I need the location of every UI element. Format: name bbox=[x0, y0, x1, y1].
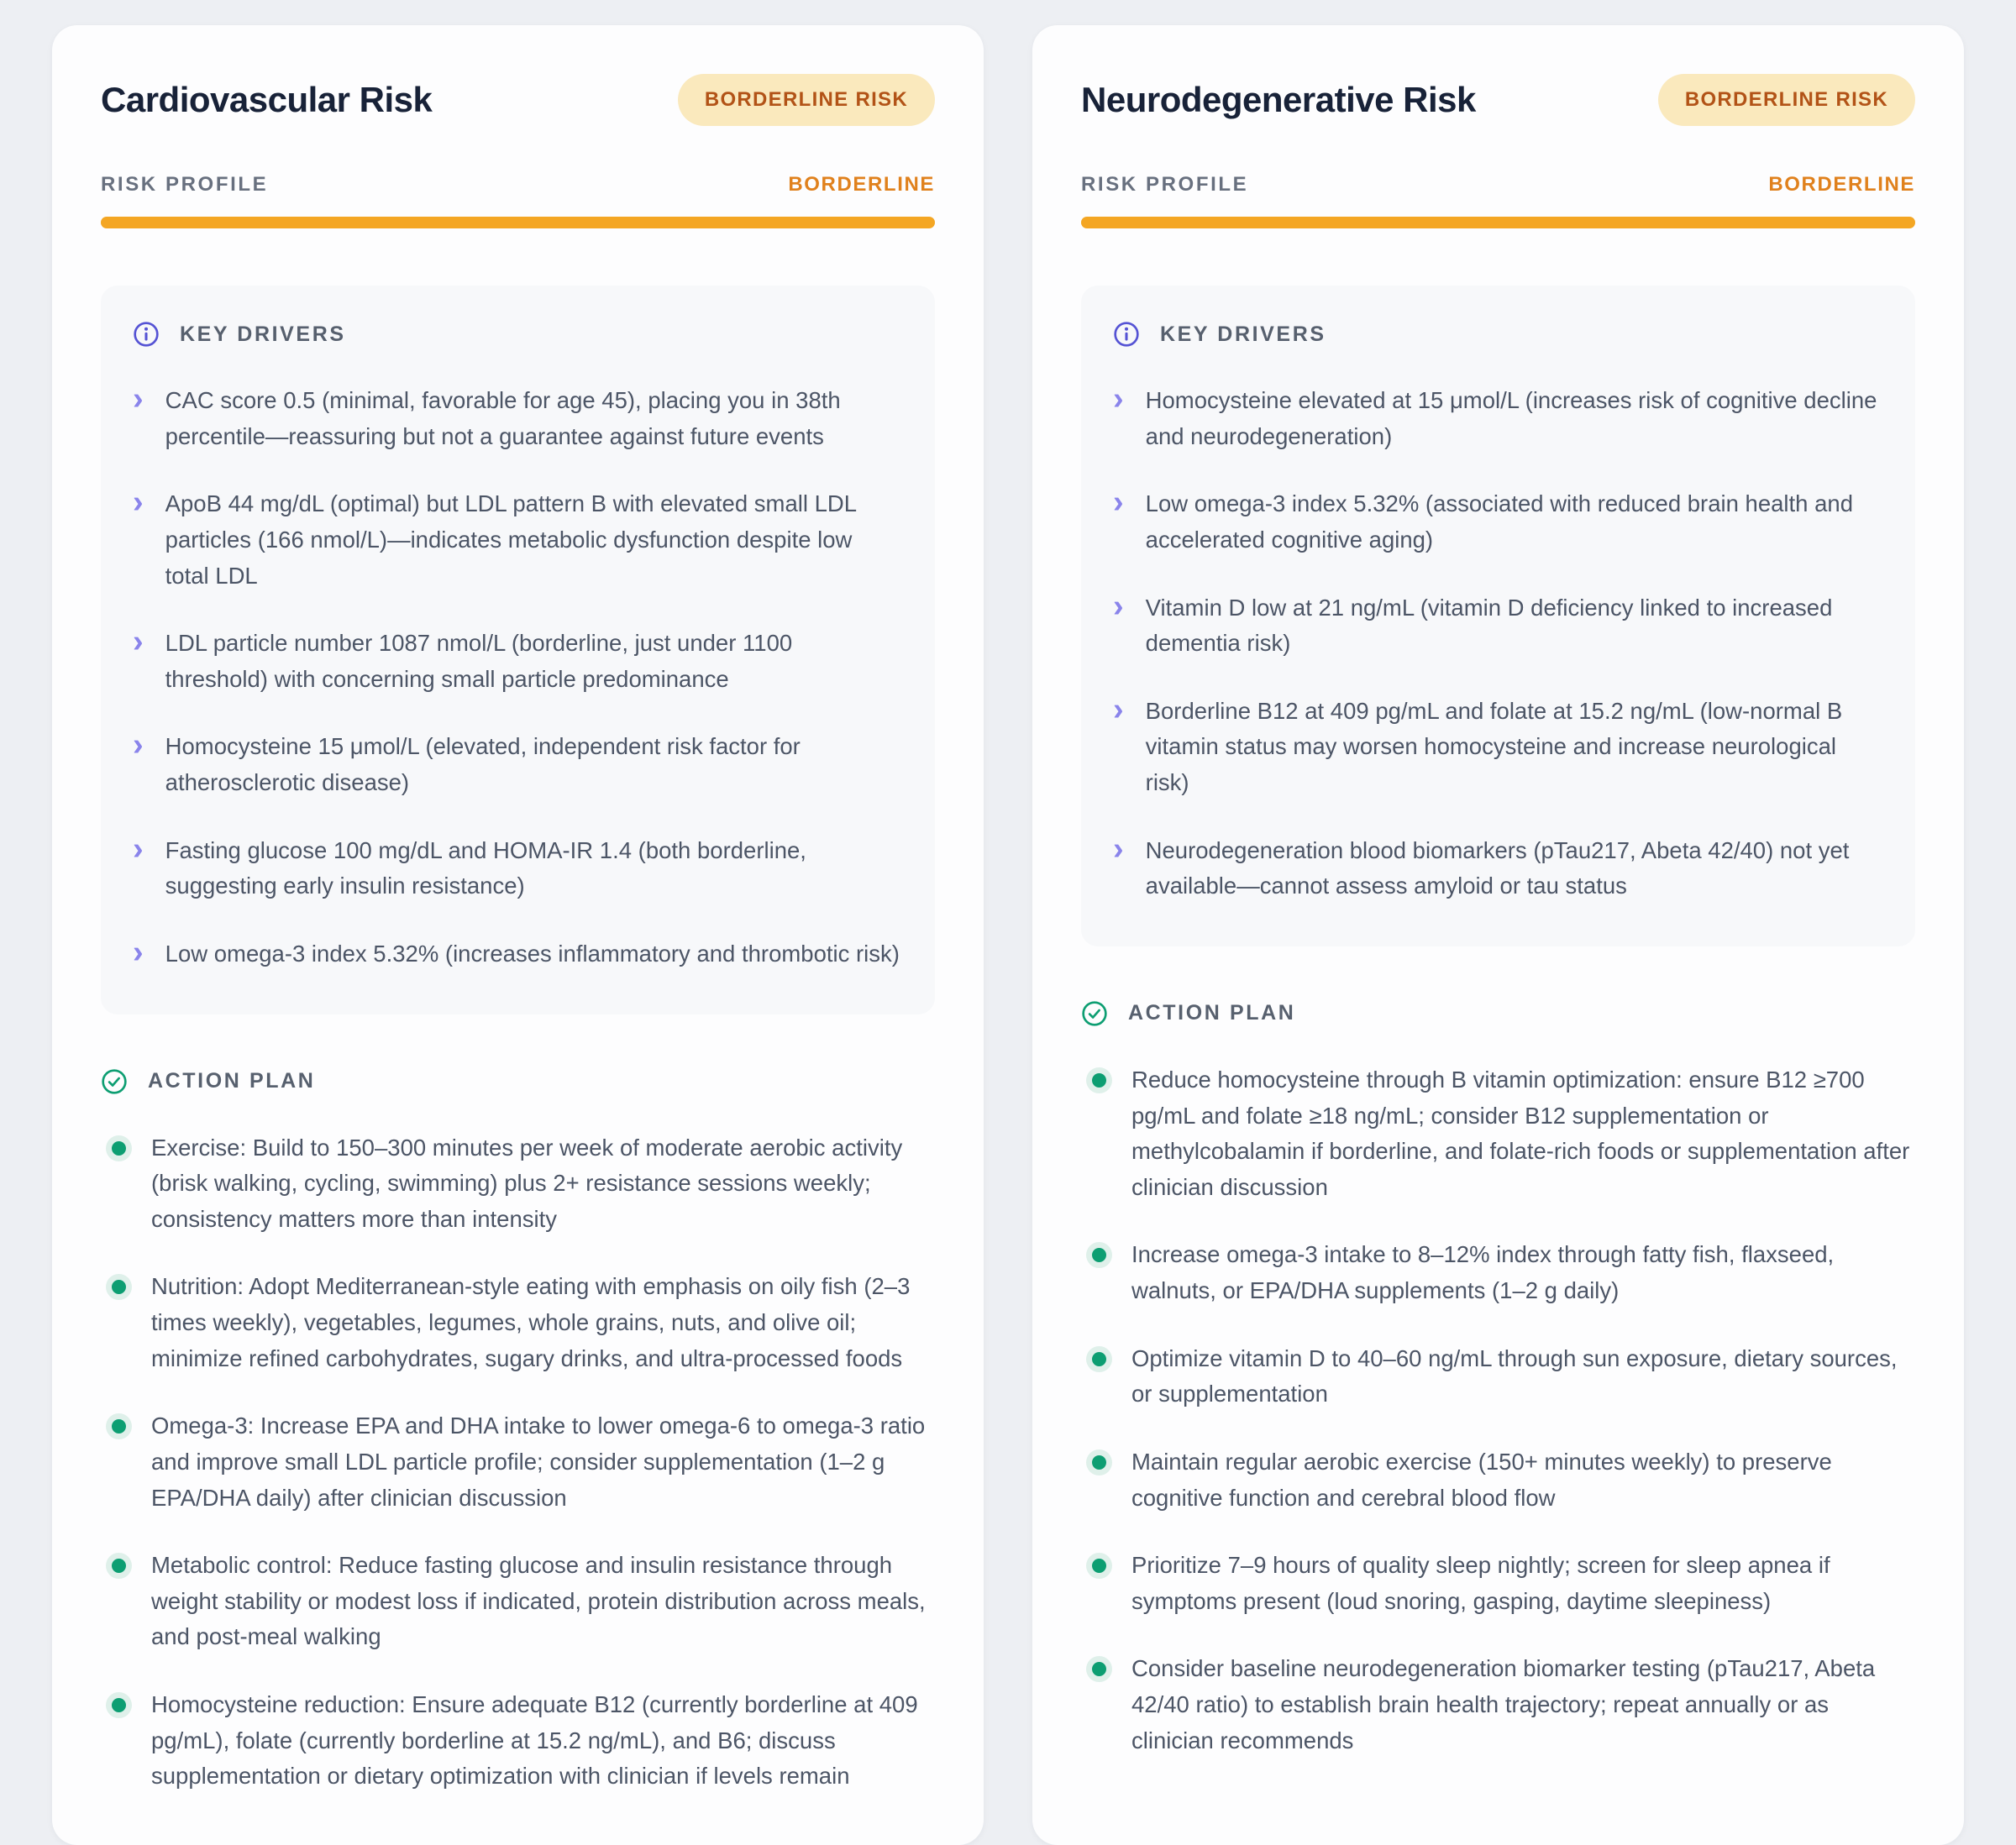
key-driver-text: Low omega-3 index 5.32% (increases inflammatory and thrombotic risk) bbox=[165, 940, 900, 967]
action-item bbox=[1086, 1444, 1915, 1516]
action-plan-header bbox=[101, 1068, 935, 1095]
action-plan-list bbox=[1081, 1062, 1915, 1759]
key-driver-item bbox=[1113, 486, 1882, 558]
key-driver-item bbox=[1113, 691, 1882, 801]
risk-bar bbox=[101, 217, 935, 228]
dot-bullet-icon bbox=[112, 1280, 126, 1294]
action-text: Omega-3: Increase EPA and DHA intake to lower omega-6 to omega-3 ratio and improve small LDL particle profile; consider supplementation (1–2 g EPA/DHA daily) after clinician discussion bbox=[151, 1413, 926, 1511]
key-driver-item bbox=[133, 383, 901, 454]
risk-level-value: BORDERLINE bbox=[1768, 173, 1915, 196]
risk-profile-label: RISK PROFILE bbox=[1081, 173, 1249, 196]
action-item bbox=[106, 1130, 935, 1238]
action-text: Reduce homocysteine through B vitamin optimization: ensure B12 ≥700 pg/mL and folate ≥18 ng/mL; consider B12 supplementation or methylcobalamin if borderline, and folate-rich foods or supplementation after clinician discussion bbox=[1131, 1066, 1910, 1200]
action-item bbox=[106, 1548, 935, 1655]
dot-bullet-icon bbox=[1092, 1073, 1106, 1088]
key-driver-text: Borderline B12 at 409 pg/mL and folate at 15.2 ng/mL (low-normal B vitamin status may worsen homocysteine and increase neurological risk) bbox=[1145, 697, 1843, 795]
action-plan-section bbox=[101, 1068, 935, 1795]
key-driver-item bbox=[133, 626, 901, 697]
check-circle-icon bbox=[1081, 1000, 1108, 1027]
key-driver-text: ApoB 44 mg/dL (optimal) but LDL pattern B with elevated small LDL particles (166 nmol/L)—indicates metabolic dysfunction despite low total LDL bbox=[165, 490, 857, 589]
key-driver-item bbox=[133, 833, 901, 904]
action-text: Increase omega-3 intake to 8–12% index through fatty fish, flaxseed, walnuts, or EPA/DHA supplements (1–2 g daily) bbox=[1131, 1241, 1835, 1303]
action-text: Prioritize 7–9 hours of quality sleep nightly; screen for sleep apnea if symptoms present (loud snoring, gasping, daytime sleepiness) bbox=[1131, 1552, 1830, 1614]
action-text: Maintain regular aerobic exercise (150+ minutes weekly) to preserve cognitive function and cerebral blood flow bbox=[1131, 1448, 1832, 1511]
chevron-right-icon: › bbox=[1113, 831, 1124, 867]
action-item bbox=[1086, 1062, 1915, 1206]
action-text: Consider baseline neurodegeneration biomarker testing (pTau217, Abeta 42/40 ratio) to establish brain health trajectory; repeat annually or as clinician recommends bbox=[1131, 1655, 1876, 1753]
action-text: Exercise: Build to 150–300 minutes per week of moderate aerobic activity (brisk walking, cycling, swimming) plus 2+ resistance sessions weekly; consistency matters more than intensity bbox=[151, 1134, 903, 1232]
card-header bbox=[101, 74, 935, 126]
risk-status-badge: BORDERLINE RISK bbox=[1658, 74, 1915, 126]
key-driver-text: Low omega-3 index 5.32% (associated with reduced brain health and accelerated cognitive aging) bbox=[1145, 490, 1853, 553]
risk-profile-row bbox=[1081, 173, 1915, 197]
chevron-right-icon: › bbox=[133, 727, 144, 763]
action-item bbox=[106, 1408, 935, 1516]
key-driver-text: LDL particle number 1087 nmol/L (borderline, just under 1100 threshold) with concerning small particle predominance bbox=[165, 630, 793, 692]
card-header bbox=[1081, 74, 1915, 126]
key-driver-item bbox=[133, 936, 901, 972]
key-driver-item bbox=[1113, 383, 1882, 454]
neurodegenerative-risk-card bbox=[1032, 25, 1964, 1845]
cardiovascular-risk-card bbox=[52, 25, 984, 1845]
dot-bullet-icon bbox=[112, 1141, 126, 1156]
chevron-right-icon: › bbox=[133, 485, 144, 521]
risk-bar bbox=[1081, 217, 1915, 228]
action-plan-header bbox=[1081, 1000, 1915, 1027]
key-drivers-list bbox=[133, 383, 901, 972]
action-item bbox=[106, 1687, 935, 1795]
card-title: Cardiovascular Risk bbox=[101, 80, 433, 119]
action-text: Optimize vitamin D to 40–60 ng/mL through sun exposure, dietary sources, or supplementation bbox=[1131, 1344, 1898, 1407]
action-item bbox=[1086, 1548, 1915, 1619]
dot-bullet-icon bbox=[112, 1419, 126, 1434]
check-circle-icon bbox=[101, 1068, 128, 1095]
key-drivers-list bbox=[1113, 383, 1882, 904]
action-text: Nutrition: Adopt Mediterranean-style eating with emphasis on oily fish (2–3 times weekly), vegetables, legumes, whole grains, nuts, and olive oil; minimize refined carbohydrates, sugary drinks, and ultra-processed foods bbox=[151, 1273, 911, 1371]
risk-level-value: BORDERLINE bbox=[788, 173, 935, 196]
chevron-right-icon: › bbox=[1113, 691, 1124, 727]
key-driver-text: Vitamin D low at 21 ng/mL (vitamin D deficiency linked to increased dementia risk) bbox=[1145, 594, 1833, 657]
risk-bar-fill bbox=[101, 217, 935, 228]
key-drivers-panel bbox=[101, 286, 935, 1014]
key-driver-item bbox=[1113, 590, 1882, 662]
action-item bbox=[1086, 1341, 1915, 1413]
risk-profile-row bbox=[101, 173, 935, 197]
chevron-right-icon: › bbox=[133, 934, 144, 970]
key-drivers-heading: KEY DRIVERS bbox=[180, 322, 346, 346]
action-plan-section bbox=[1081, 1000, 1915, 1759]
card-title: Neurodegenerative Risk bbox=[1081, 80, 1476, 119]
risk-status-badge: BORDERLINE RISK bbox=[678, 74, 935, 126]
dot-bullet-icon bbox=[112, 1698, 126, 1712]
info-circle-icon bbox=[1113, 321, 1140, 348]
info-circle-icon bbox=[133, 321, 160, 348]
key-driver-text: CAC score 0.5 (minimal, favorable for age 45), placing you in 38th percentile—reassuring but not a guarantee against future events bbox=[165, 387, 841, 449]
key-drivers-heading: KEY DRIVERS bbox=[1160, 322, 1326, 346]
dot-bullet-icon bbox=[1092, 1559, 1106, 1573]
key-driver-text: Homocysteine elevated at 15 μmol/L (increases risk of cognitive decline and neurodegeneration) bbox=[1145, 387, 1877, 449]
action-item bbox=[106, 1269, 935, 1376]
dot-bullet-icon bbox=[1092, 1662, 1106, 1676]
dot-bullet-icon bbox=[1092, 1248, 1106, 1262]
action-text: Homocysteine reduction: Ensure adequate B12 (currently borderline at 409 pg/mL), folate (currently borderline at 15.2 ng/mL), and B6; discuss supplementation or dietary optimization with clinician if levels remain bbox=[151, 1691, 918, 1790]
risk-bar-fill bbox=[1081, 217, 1915, 228]
dot-bullet-icon bbox=[1092, 1352, 1106, 1366]
action-plan-heading: ACTION PLAN bbox=[1128, 1001, 1296, 1025]
key-drivers-header bbox=[133, 321, 901, 348]
chevron-right-icon: › bbox=[1113, 381, 1124, 417]
key-driver-item bbox=[133, 729, 901, 800]
key-driver-text: Neurodegeneration blood biomarkers (pTau217, Abeta 42/40) not yet available—cannot assess amyloid or tau status bbox=[1145, 836, 1850, 899]
dot-bullet-icon bbox=[1092, 1455, 1106, 1470]
chevron-right-icon: › bbox=[1113, 485, 1124, 521]
action-text: Metabolic control: Reduce fasting glucose and insulin resistance through weight stability or modest loss if indicated, protein distribution across meals, and post-meal walking bbox=[151, 1552, 926, 1650]
key-driver-item bbox=[133, 486, 901, 594]
key-drivers-header bbox=[1113, 321, 1882, 348]
key-driver-item bbox=[1113, 833, 1882, 904]
action-item bbox=[1086, 1237, 1915, 1308]
action-item bbox=[1086, 1651, 1915, 1759]
action-plan-list bbox=[101, 1130, 935, 1795]
chevron-right-icon: › bbox=[1113, 588, 1124, 624]
chevron-right-icon: › bbox=[133, 624, 144, 660]
dot-bullet-icon bbox=[112, 1559, 126, 1573]
key-driver-text: Fasting glucose 100 mg/dL and HOMA-IR 1.4 (both borderline, suggesting early insulin resistance) bbox=[165, 836, 806, 899]
chevron-right-icon: › bbox=[133, 831, 144, 867]
chevron-right-icon: › bbox=[133, 381, 144, 417]
key-driver-text: Homocysteine 15 μmol/L (elevated, independent risk factor for atherosclerotic disease) bbox=[165, 733, 801, 795]
action-plan-heading: ACTION PLAN bbox=[148, 1069, 316, 1093]
key-drivers-panel bbox=[1081, 286, 1915, 946]
risk-profile-label: RISK PROFILE bbox=[101, 173, 269, 196]
